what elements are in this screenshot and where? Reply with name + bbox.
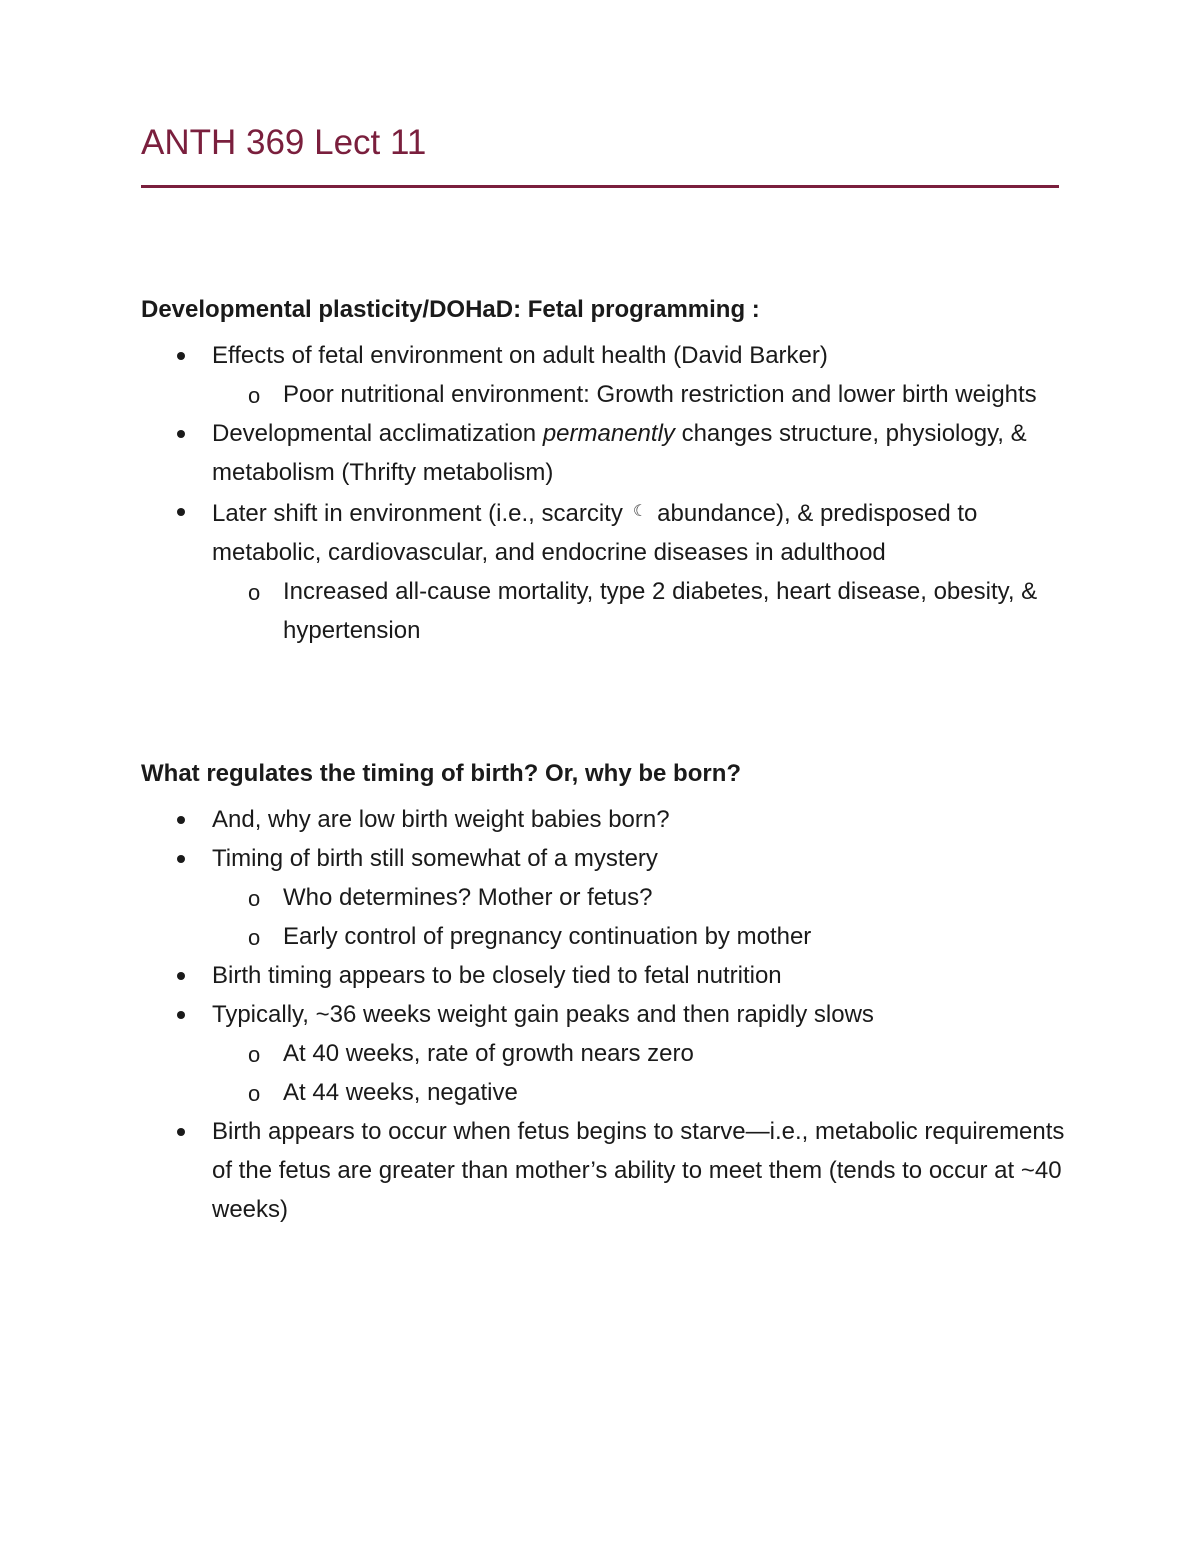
sub-bullet-icon: o [248,1081,261,1106]
bullet-icon [177,855,185,863]
section-fetal-programming [141,294,1071,650]
sub-bullet-icon: o [248,925,261,950]
bullet-icon [177,816,185,824]
list-item-text-start: Later shift in environment (i.e., scarcity [212,500,623,527]
sub-list-item-text: At 40 weeks, rate of growth nears zero [283,1040,694,1067]
sub-bullet-list [212,878,1071,956]
sub-bullet-list [212,1034,1071,1112]
sub-list-item [212,878,1071,917]
list-item-text: Effects of fetal environment on adult health (David Barker) [212,342,828,369]
sub-bullet-list [212,572,1071,650]
sub-bullet-list [212,375,1071,414]
list-item-text: Timing of birth still somewhat of a mystery [212,845,658,872]
sub-list-item [212,1073,1071,1112]
list-item [141,414,1071,492]
list-item [141,800,1071,839]
list-item [141,956,1071,995]
sub-list-item-text: Who determines? Mother or fetus? [283,884,653,911]
sub-list-item-text: Early control of pregnancy continuation by mother [283,923,812,950]
list-item-text: Typically, ~36 weeks weight gain peaks and then rapidly slows [212,1001,874,1028]
section-heading: Developmental plasticity/DOHaD: Fetal programming : [141,296,760,323]
document-title: ANTH 369 Lect 11 [141,123,427,162]
list-item [141,839,1071,956]
sub-list-item [212,375,1071,414]
section-heading: What regulates the timing of birth? Or, why be born? [141,760,742,787]
sub-bullet-icon: o [248,1042,261,1067]
section-timing-of-birth [141,758,1071,1229]
bullet-icon [177,430,185,438]
sub-list-item [212,917,1071,956]
sub-list-item-text: At 44 weeks, negative [283,1079,518,1106]
bullet-list [141,336,1071,650]
list-item-text-end: changes structure, physiology, & metabolism (Thrifty metabolism) [212,420,1027,486]
list-item [141,336,1071,414]
list-item-text: Birth timing appears to be closely tied to fetal nutrition [212,962,782,989]
bullet-icon [177,1011,185,1019]
sub-list-item-text: Poor nutritional environment: Growth restriction and lower birth weights [283,381,1037,408]
list-item [141,1112,1071,1229]
emphasis-text: permanently [542,420,675,447]
sub-bullet-icon: o [248,580,261,605]
sub-list-item [212,1034,1071,1073]
list-item-text: Birth appears to occur when fetus begins to starve—i.e., metabolic requirements of the fetus are greater than mother’s ability to meet them (tends to occur at ~40 weeks) [212,1118,1065,1223]
sub-bullet-icon: o [248,886,261,911]
bullet-icon [177,352,185,360]
list-item-text: And, why are low birth weight babies born? [212,806,670,833]
bullet-list [141,800,1071,1229]
bullet-icon [177,508,185,516]
bullet-icon [177,1128,185,1136]
title-underline [141,185,1059,188]
sub-bullet-icon: o [248,383,261,408]
sub-list-item [212,572,1071,650]
list-item [141,492,1071,650]
list-item [141,995,1071,1112]
arrow-symbol-icon: ☾ [632,503,648,520]
sub-list-item-text: Increased all-cause mortality, type 2 diabetes, heart disease, obesity, & hypertension [283,578,1038,644]
bullet-icon [177,972,185,980]
list-item-text-start: Developmental acclimatization [212,420,543,447]
list-item-text-end: abundance), & predisposed to metabolic, cardiovascular, and endocrine diseases in adulthood [212,500,978,566]
